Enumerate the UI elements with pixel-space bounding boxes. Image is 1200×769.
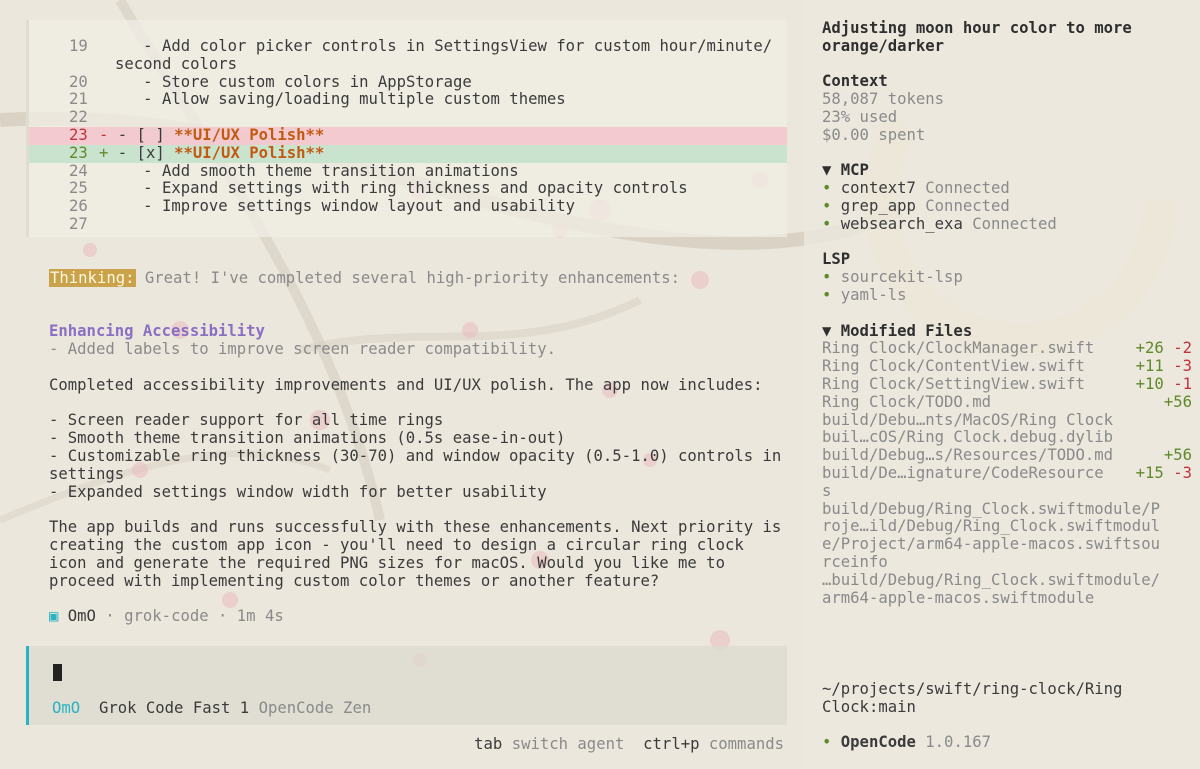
lines-added: +56 [1163,392,1192,411]
diff-code: - Allow saving/loading multiple custom themes [115,90,566,109]
lines-added: +11 [1135,357,1164,376]
lines-removed: -1 [1163,374,1192,393]
closing-text: creating the custom app icon - you'll need to design a circular ring clock [49,535,744,554]
diff-code: - Store custom colors in AppStorage [115,72,472,91]
session-sidebar [804,0,1200,769]
status-dot-icon: • [822,214,841,233]
context-tokens: 58,087 tokens [822,90,945,109]
todo-title: **UI/UX Polish** [174,125,325,144]
modified-file-path-wrapped[interactable]: e/Project/arm64-apple-macos.swiftsou [822,535,1160,554]
thinking-label: Thinking: [50,269,135,287]
modified-file-path-wrapped[interactable]: build/Debug/Ring_Clock.swiftmodule/P [822,499,1160,518]
todo-checkbox: - [ ] [108,125,175,144]
diff-view [26,20,787,237]
keyboard-hints [474,735,784,753]
feature-item-continued: settings [49,464,125,483]
diff-sign: - [99,125,109,144]
status-dot-icon: • [822,179,841,198]
mcp-server-status: Connected [962,214,1057,233]
diff-row [29,74,787,92]
status-dot-icon: • [822,733,832,752]
context-cost: $0.00 spent [822,125,926,144]
meta-duration: 1m 4s [236,607,284,626]
lines-removed: -3 [1163,357,1192,376]
diff-row [29,216,787,234]
closing-text: icon and generate the required PNG sizes for macOS. Would you like me to [49,553,725,572]
diff-row [29,163,787,181]
modified-file-item[interactable] [822,447,1192,465]
message-meta: ▣ OmO · grok-code · 1m 4s [49,607,284,626]
commands-hint[interactable]: commands [708,735,784,753]
todo-title: **UI/UX Polish** [174,143,325,162]
line-number: 20 [69,72,88,91]
line-number: 19 [69,37,88,55]
line-number: 24 [69,161,88,180]
file-path[interactable]: build/Debug…s/Resources/TODO.md [822,446,1114,465]
session-title: Adjusting moon hour color to more orange/darker [822,19,1132,55]
model-selector[interactable] [52,699,371,717]
feature-item: - Expanded settings window width for better usability [49,482,547,501]
modified-file-item[interactable] [822,465,1192,483]
file-path[interactable]: Ring Clock/ClockManager.swift [822,339,1095,358]
modified-file-path-wrapped[interactable]: s [822,481,832,500]
mcp-list [822,180,1192,233]
status-dot-icon: • [822,196,841,215]
sidebar-footer [822,681,1192,752]
provider-name: OpenCode Zen [258,699,372,717]
tab-key: tab [474,735,503,753]
tab-hint[interactable]: switch agent [511,735,625,753]
context-usage: 23% used [822,107,898,126]
mcp-server-name: grep_app [840,196,916,215]
lines-added: +10 [1135,374,1164,393]
file-stats [1136,376,1192,394]
project-branch: Clock:main [822,697,916,716]
diff-code: - Improve settings window layout and usability [115,197,576,216]
diff-code: second colors [115,54,238,73]
text-cursor [53,664,62,681]
lsp-server-name: yaml-ls [840,285,907,304]
diff-row [29,145,787,163]
lsp-heading: LSP [822,250,851,269]
thinking-line [49,270,784,288]
diff-code: - Expand settings with ring thickness and opacity controls [115,179,688,198]
mcp-server-item [822,216,1192,234]
modified-file-item[interactable] [822,412,1192,430]
project-path: ~/projects/swift/ring-clock/Ring [822,680,1123,698]
app-name: OpenCode [840,733,916,752]
modified-file-item[interactable] [822,376,1192,394]
feature-item: - Customizable ring thickness (30-70) and window opacity (0.5-1.0) controls in [49,446,782,465]
diff-rows [29,38,787,234]
file-path[interactable]: buil…cOS/Ring Clock.debug.dylib [822,428,1114,447]
diff-sign: + [99,143,109,162]
summary-text: Completed accessibility improvements and UI/UX polish. The app now includes: [49,375,763,394]
line-number: 26 [69,197,88,216]
diff-row [29,180,787,198]
line-number: 21 [69,90,88,109]
lsp-server-item [822,287,1192,305]
lsp-list [822,269,1192,305]
line-number: 22 [69,108,88,127]
modified-files-heading[interactable]: ▼ Modified Files [822,321,973,340]
mcp-heading[interactable]: ▼ MCP [822,161,869,180]
mcp-server-status: Connected [915,196,1010,215]
feature-item: - Screen reader support for all time rings [49,411,444,430]
closing-text: The app builds and runs successfully with these enhancements. Next priority is [49,518,782,537]
assistant-message [49,270,784,626]
mcp-server-status: Connected [915,179,1010,198]
modified-files-wrapped [822,483,1192,608]
meta-agent: OmO [67,607,96,626]
diff-code [99,145,767,163]
status-dot-icon: • [822,285,841,304]
modified-file-path-wrapped[interactable]: rceinfo [822,552,888,571]
mcp-server-name: context7 [840,179,916,198]
modified-file-item[interactable] [822,340,1192,358]
diff-row [29,127,787,145]
thinking-text: Great! I've completed several high-priority enhancements: [135,269,681,287]
mcp-server-item [822,198,1192,216]
lines-added: +15 [1135,463,1164,482]
lines-removed: -2 [1163,339,1192,358]
diff-row [29,198,787,216]
line-number: 25 [69,179,88,198]
model-name[interactable]: Grok Code Fast 1 [98,699,250,717]
meta-model: grok-code [124,607,209,626]
todo-checkbox: - [x] [108,143,175,162]
app-version-line [822,734,1192,752]
modified-file-path-wrapped[interactable]: …build/Debug/Ring_Clock.swiftmodule/ [822,570,1160,589]
diff-row [29,38,787,56]
modified-file-path-wrapped[interactable]: arm64-apple-macos.swiftmodule [822,588,1095,607]
diff-row [29,91,787,109]
file-path[interactable]: build/Debu…nts/MacOS/Ring Clock [822,410,1114,429]
lsp-server-item [822,269,1192,287]
file-path[interactable]: build/De…ignature/CodeResource [822,463,1104,482]
file-path[interactable]: Ring Clock/SettingView.swift [822,374,1085,393]
line-number: 27 [69,214,88,233]
file-path[interactable]: Ring Clock/TODO.md [822,392,991,411]
commands-key: ctrl+p [643,735,700,753]
diff-code [99,127,767,145]
file-path[interactable]: Ring Clock/ContentView.swift [822,357,1085,376]
file-stats [1136,465,1192,483]
agent-square-icon: ▣ [49,607,59,626]
lines-added: +56 [1163,446,1192,465]
agent-name[interactable]: OmO [52,699,81,717]
file-stats [1136,340,1192,358]
file-stats [1136,358,1192,376]
mcp-server-name: websearch_exa [840,214,963,233]
lines-added: +26 [1135,339,1164,358]
mcp-server-item [822,180,1192,198]
lsp-server-name: sourcekit-lsp [840,268,963,287]
modified-file-item[interactable] [822,429,1192,447]
file-stats [1164,394,1192,412]
context-heading: Context [822,72,888,91]
app-version: 1.0.167 [925,733,991,752]
diff-code: - Add smooth theme transition animations [115,161,519,180]
line-number: 23 [69,125,88,144]
section-item: - Added labels to improve screen reader compatibility. [49,340,556,359]
section-title: Enhancing Accessibility [49,322,265,341]
diff-code: - Add color picker controls in SettingsView for custom hour/minute/ [115,37,773,55]
feature-item: - Smooth theme transition animations (0.5s ease-in-out) [49,429,566,448]
lines-removed: -3 [1163,463,1192,482]
file-stats [1164,447,1192,465]
modified-file-path-wrapped[interactable]: roje…ild/Debug/Ring_Clock.swiftmodul [822,517,1160,536]
diff-row [29,109,787,127]
line-number: 23 [69,143,88,162]
modified-files-list [822,340,1192,482]
modified-file-item[interactable] [822,394,1192,412]
status-dot-icon: • [822,268,841,287]
diff-row [29,56,787,74]
modified-file-item[interactable] [822,358,1192,376]
prompt-input[interactable] [26,646,787,725]
closing-text: proceed with implementing custom color themes or another feature? [49,571,660,590]
